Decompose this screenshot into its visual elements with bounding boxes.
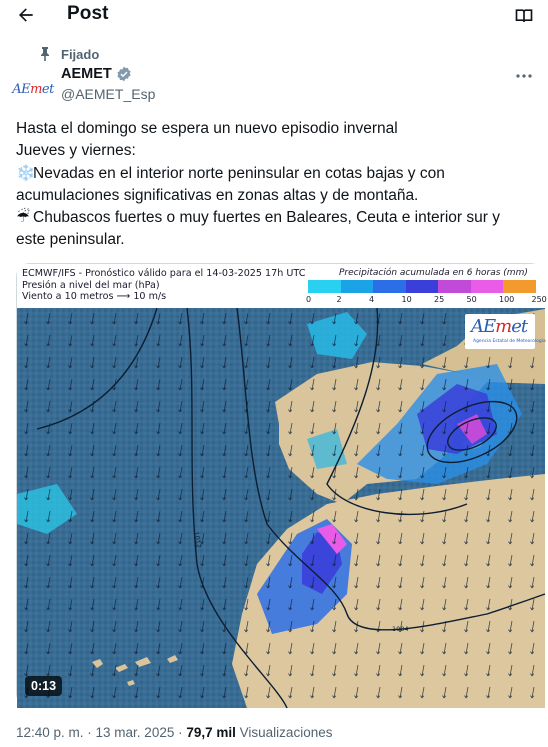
post-meta [16, 725, 332, 740]
legend-title: Precipitación acumulada en 6 horas (mm) [339, 268, 528, 278]
map-title: ECMWF/IFS - Pronóstico válido para el 14-03-2025 17h UTC [22, 268, 306, 279]
legend-tick-label: 4 [369, 295, 375, 304]
isobar-label: 1012 [192, 530, 203, 549]
map-pressure-label: Presión a nivel del mar (hPa) [22, 280, 160, 291]
legend-swatch [341, 280, 374, 293]
aemet-logo-subtitle: Agencia Estatal de Meteorología [473, 339, 546, 344]
legend-swatch [503, 280, 536, 293]
legend-swatch [308, 280, 341, 293]
aemet-logo [465, 314, 546, 349]
legend-tick-label: 25 [434, 295, 445, 304]
legend-swatch [438, 280, 471, 293]
page-title: Post [67, 3, 109, 24]
verified-badge-icon [116, 66, 132, 82]
reader-mode-icon [514, 6, 534, 26]
legend-swatch [471, 280, 504, 293]
author-name: AEMET [61, 66, 112, 82]
snowflake-emoji: ❄️ [16, 164, 36, 182]
legend-swatch [373, 280, 406, 293]
author-name-link[interactable] [61, 66, 132, 82]
isobar-label: 1004 [392, 625, 409, 633]
legend-ticks [304, 295, 547, 307]
map-wind-label: Viento a 10 metros ⟶ 10 m/s [22, 291, 167, 302]
umbrella-rain-emoji: ☔ [16, 209, 30, 227]
post-text-line: Hasta el domingo se espera un nuevo episodio invernal [16, 120, 398, 137]
video-duration-badge: 0:13 [25, 676, 62, 696]
legend-tick-label: 50 [466, 295, 477, 304]
views-label: Visualizaciones [239, 725, 333, 740]
legend-tick-label: 100 [499, 295, 515, 304]
post-text-line: ☔ Chubascos fuertes o muy fuertes en Baleares, Ceuta e interior sur y [16, 207, 536, 229]
author-handle[interactable]: @AEMET_Esp [61, 86, 156, 102]
avatar-logo: AEmet [12, 81, 54, 97]
legend-color-bar [308, 280, 536, 293]
post-text-line: acumulaciones significativas en zonas altas y de montaña. [16, 186, 419, 204]
legend-tick-label: 2 [336, 295, 342, 304]
pinned-indicator [39, 46, 99, 62]
legend-tick-label: 250 [531, 295, 547, 304]
post-timestamp[interactable]: 12:40 p. m. · 13 mar. 2025 · [16, 725, 183, 740]
legend-tick-label: 10 [401, 295, 412, 304]
post-text [16, 118, 536, 252]
legend-swatch [406, 280, 439, 293]
top-bar [0, 0, 548, 30]
aemet-logo-text: AEmet [471, 316, 528, 337]
post-text-line: este peninsular. [16, 231, 125, 249]
reader-mode-button[interactable] [512, 4, 536, 28]
legend-tick-label: 0 [306, 295, 312, 304]
post-text-line: Jueves y viernes: [16, 142, 136, 160]
map-header [17, 264, 545, 308]
more-dots-icon [516, 74, 532, 78]
views-count: 79,7 mil [186, 725, 236, 740]
more-options-button[interactable] [514, 68, 534, 84]
back-button[interactable] [14, 3, 38, 27]
post-text-line: ❄️Nevadas en el interior norte peninsular en cotas bajas y con [16, 163, 536, 185]
avatar[interactable] [14, 70, 52, 108]
pinned-label: Fijado [61, 46, 100, 62]
pin-icon [39, 46, 53, 62]
arrow-left-icon [16, 5, 36, 25]
video-media[interactable] [16, 263, 547, 707]
